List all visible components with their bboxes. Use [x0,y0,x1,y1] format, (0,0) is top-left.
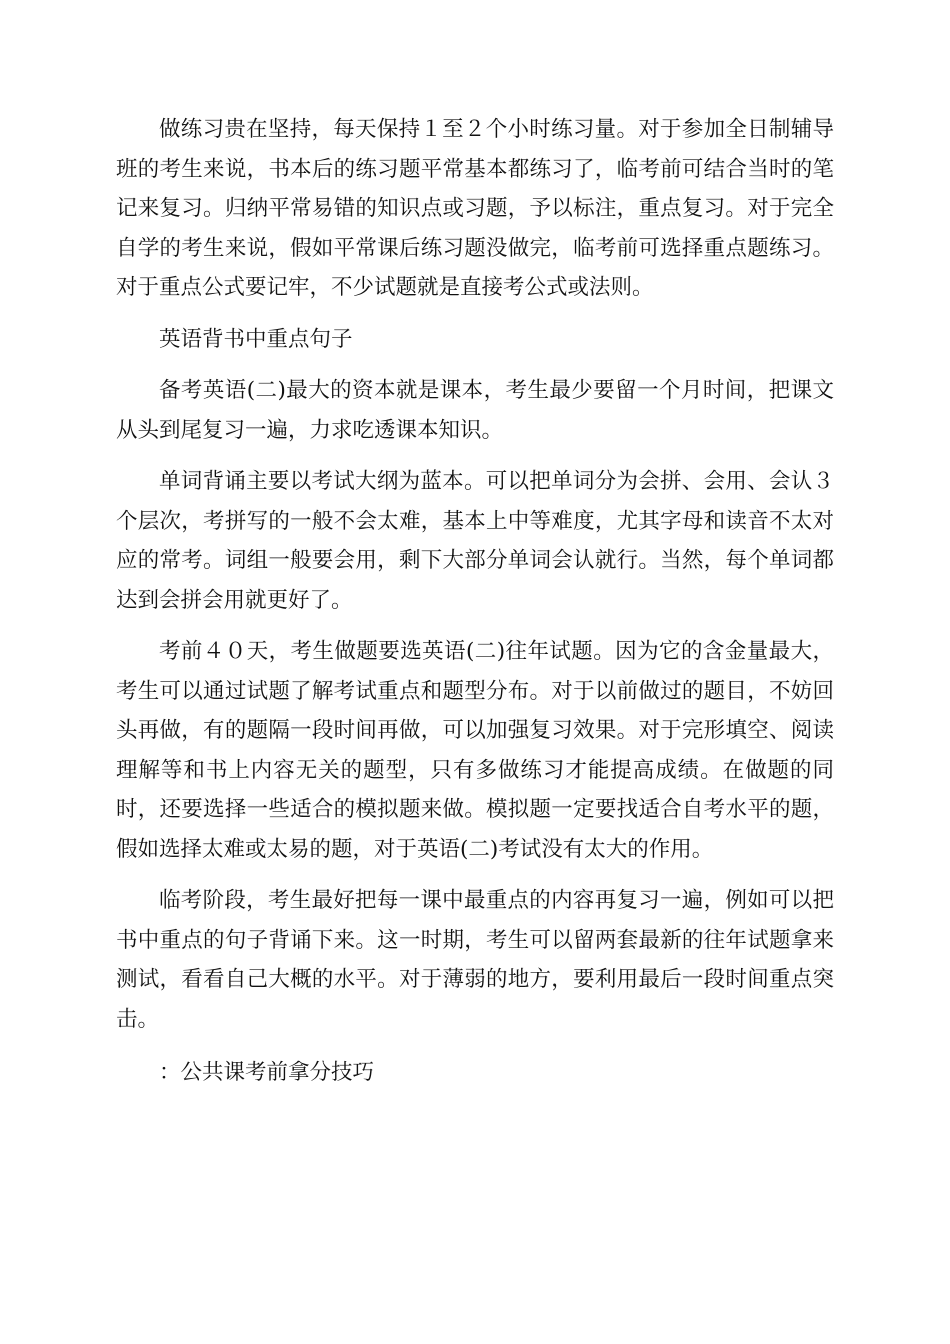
section-heading-tips: ：公共课考前拿分技巧 [159,1060,375,1085]
section-heading-english: 英语背书中重点句子 [159,326,353,352]
document-body [116,110,834,1105]
paragraph-textbook: 备考英语(二)最大的资本就是课本，考生最少要留一个月时间，把课文从头到尾复习一遍，力求吃透课本知识。 [116,378,834,443]
paragraph-final-stage: 临考阶段，考生最好把每一课中最重点的内容再复习一遍，例如可以把书中重点的句子背诵下来。这一时期，考生可以留两套最新的往年试题拿来测试，看看自己大概的水平。对于薄弱的地方，要利用最后一段时间重点突击。 [116,888,834,1032]
paragraph-vocabulary: 单词背诵主要以考试大纲为蓝本。可以把单词分为会拼、会用、会认３个层次，考拼写的一般不会太难，基本上中等难度，尤其字母和读音不太对应的常考。词组一般要会用，剩下大部分单词会认就行。当然，每个单词都达到会拼会用就更好了。 [116,469,834,613]
paragraph-practice: 做练习贵在坚持，每天保持１至２个小时练习量。对于参加全日制辅导班的考生来说，书本后的练习题平常基本都练习了，临考前可结合当时的笔记来复习。归纳平常易错的知识点或习题，予以标注，重点复习。对于完全自学的考生来说，假如平常课后练习题没做完，临考前可选择重点题练习。对于重点公式要记牢，不少试题就是直接考公式或法则。 [116,117,834,300]
paragraph-past-exams: 考前４０天，考生做题要选英语(二)往年试题。因为它的含金量最大，考生可以通过试题了解考试重点和题型分布。对于以前做过的题目，不妨回头再做，有的题隔一段时间再做，可以加强复习效果。对于完形填空、阅读理解等和书上内容无关的题型，只有多做练习才能提高成绩。在做题的同时，还要选择一些适合的模拟题来做。模拟题一定要找适合自考水平的题，假如选择太难或太易的题，对于英语(二)考试没有太大的作用。 [116,639,834,862]
